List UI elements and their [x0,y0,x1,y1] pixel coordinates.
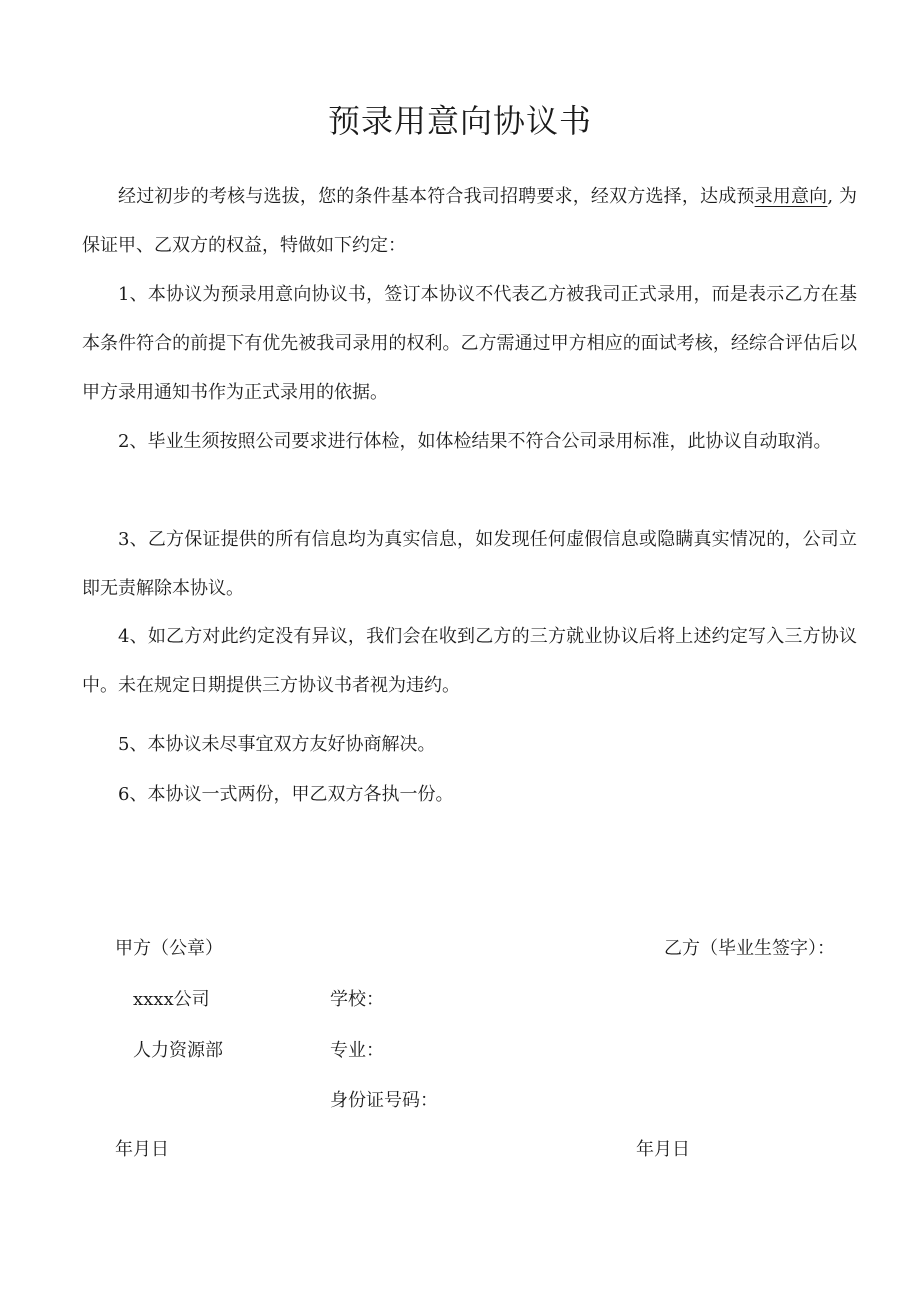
intro-underlined-text: 录用意向 [754,186,828,207]
clause-2: 2、毕业生须按照公司要求进行体检，如体检结果不符合公司录用标准，此协议自动取消。 [118,431,832,452]
school-field-label: 学校： [330,989,384,1010]
major-field-label: 专业： [330,1040,384,1061]
party-a-label: 甲方（公章） [115,938,223,959]
department-name: 人力资源部 [133,1040,223,1061]
intro-text-end: , 为保证甲、乙双方的权益，特做如下约定： [82,186,858,256]
clause-3: 3、乙方保证提供的所有信息均为真实信息，如发现任何虚假信息或隐瞒真实情况的，公司立即无责解除本协议。 [82,529,857,599]
company-name: xxxx公司 [133,989,210,1010]
id-number-field-label: 身份证号码： [330,1090,438,1111]
party-b-label: 乙方（毕业生签字）： [664,938,835,959]
clause-4: 4、如乙方对此约定没有异议，我们会在收到乙方的三方就业协议后将上述约定写入三方协议中。未在规定日期提供三方协议书者视为违约。 [82,626,857,696]
clause-6: 6、本协议一式两份，甲乙双方各执一份。 [118,784,454,805]
document-title: 预录用意向协议书 [327,102,592,140]
intro-text: 经过初步的考核与选拔，您的条件基本符合我司招聘要求，经双方选择，达成预 [118,186,755,207]
party-b-date: 年月日 [636,1139,690,1160]
clause-1: 1、本协议为预录用意向协议书，签订本协议不代表乙方被我司正式录用，而是表示乙方在基本条件符合的前提下有优先被我司录用的权利。乙方需通过甲方相应的面试考核，经综合评估后以甲方录用通知书作为正式录用的依据。 [82,284,857,403]
clause-5: 5、本协议未尽事宜双方友好协商解决。 [118,734,436,755]
intro-paragraph [82,172,857,270]
party-a-date: 年月日 [115,1139,169,1160]
